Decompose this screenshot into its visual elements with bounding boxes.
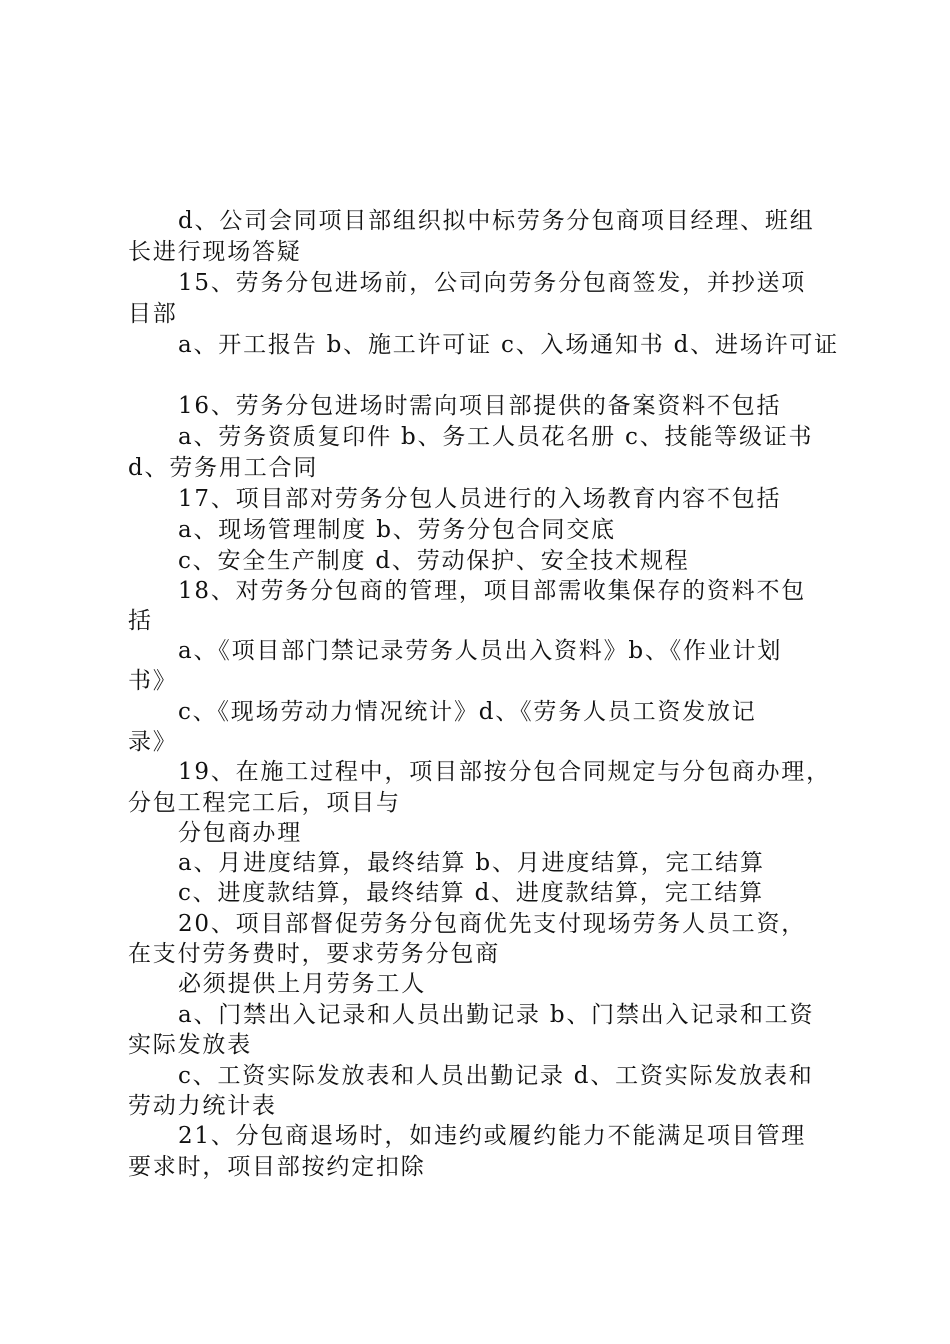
text-line: a、《项目部门禁记录劳务人员出入资料》b、《作业计划 <box>178 638 783 664</box>
text-line: 19、在施工过程中，项目部按分包合同规定与分包商办理， <box>178 759 831 785</box>
text-line: d、公司会同项目部组织拟中标劳务分包商项目经理、班组 <box>178 208 815 234</box>
text-line: 要求时，项目部按约定扣除 <box>128 1154 426 1180</box>
text-line: 21、分包商退场时，如违约或履约能力不能满足项目管理 <box>178 1123 807 1149</box>
text-line: 必须提供上月劳务工人 <box>178 971 426 997</box>
text-line: c、工资实际发放表和人员出勤记录 d、工资实际发放表和 <box>178 1063 814 1089</box>
text-line: a、现场管理制度 b、劳务分包合同交底 <box>178 517 616 543</box>
text-line: 目部 <box>128 301 178 327</box>
text-line: 分包工程完工后，项目与 <box>128 790 401 816</box>
text-line: 书》 <box>128 668 178 694</box>
text-line: 括 <box>128 608 153 634</box>
text-line: 20、项目部督促劳务分包商优先支付现场劳务人员工资， <box>178 911 807 937</box>
text-line: 实际发放表 <box>128 1032 252 1058</box>
text-line: 15、劳务分包进场前，公司向劳务分包商签发，并抄送项 <box>178 270 807 296</box>
text-line: c、进度款结算，最终结算 d、进度款结算，完工结算 <box>178 880 764 906</box>
text-line: 录》 <box>128 729 178 755</box>
text-line: 分包商办理 <box>178 820 302 846</box>
text-line: a、门禁出入记录和人员出勤记录 b、门禁出入记录和工资 <box>178 1002 815 1028</box>
text-line: c、《现场劳动力情况统计》d、《劳务人员工资发放记 <box>178 699 757 725</box>
text-line: 17、项目部对劳务分包人员进行的入场教育内容不包括 <box>178 486 782 512</box>
text-line: c、安全生产制度 d、劳动保护、安全技术规程 <box>178 548 690 574</box>
text-line: 在支付劳务费时，要求劳务分包商 <box>128 941 500 967</box>
text-line: a、月进度结算，最终结算 b、月进度结算，完工结算 <box>178 850 765 876</box>
text-line: a、劳务资质复印件 b、务工人员花名册 c、技能等级证书 <box>178 424 814 450</box>
text-line: a、开工报告 b、施工许可证 c、入场通知书 d、进场许可证 <box>178 332 839 358</box>
text-line: d、劳务用工合同 <box>128 455 319 481</box>
text-line: 18、对劳务分包商的管理，项目部需收集保存的资料不包 <box>178 578 807 604</box>
text-line: 16、劳务分包进场时需向项目部提供的备案资料不包括 <box>178 393 782 419</box>
text-line: 劳动力统计表 <box>128 1093 277 1119</box>
text-line: 长进行现场答疑 <box>128 239 302 265</box>
